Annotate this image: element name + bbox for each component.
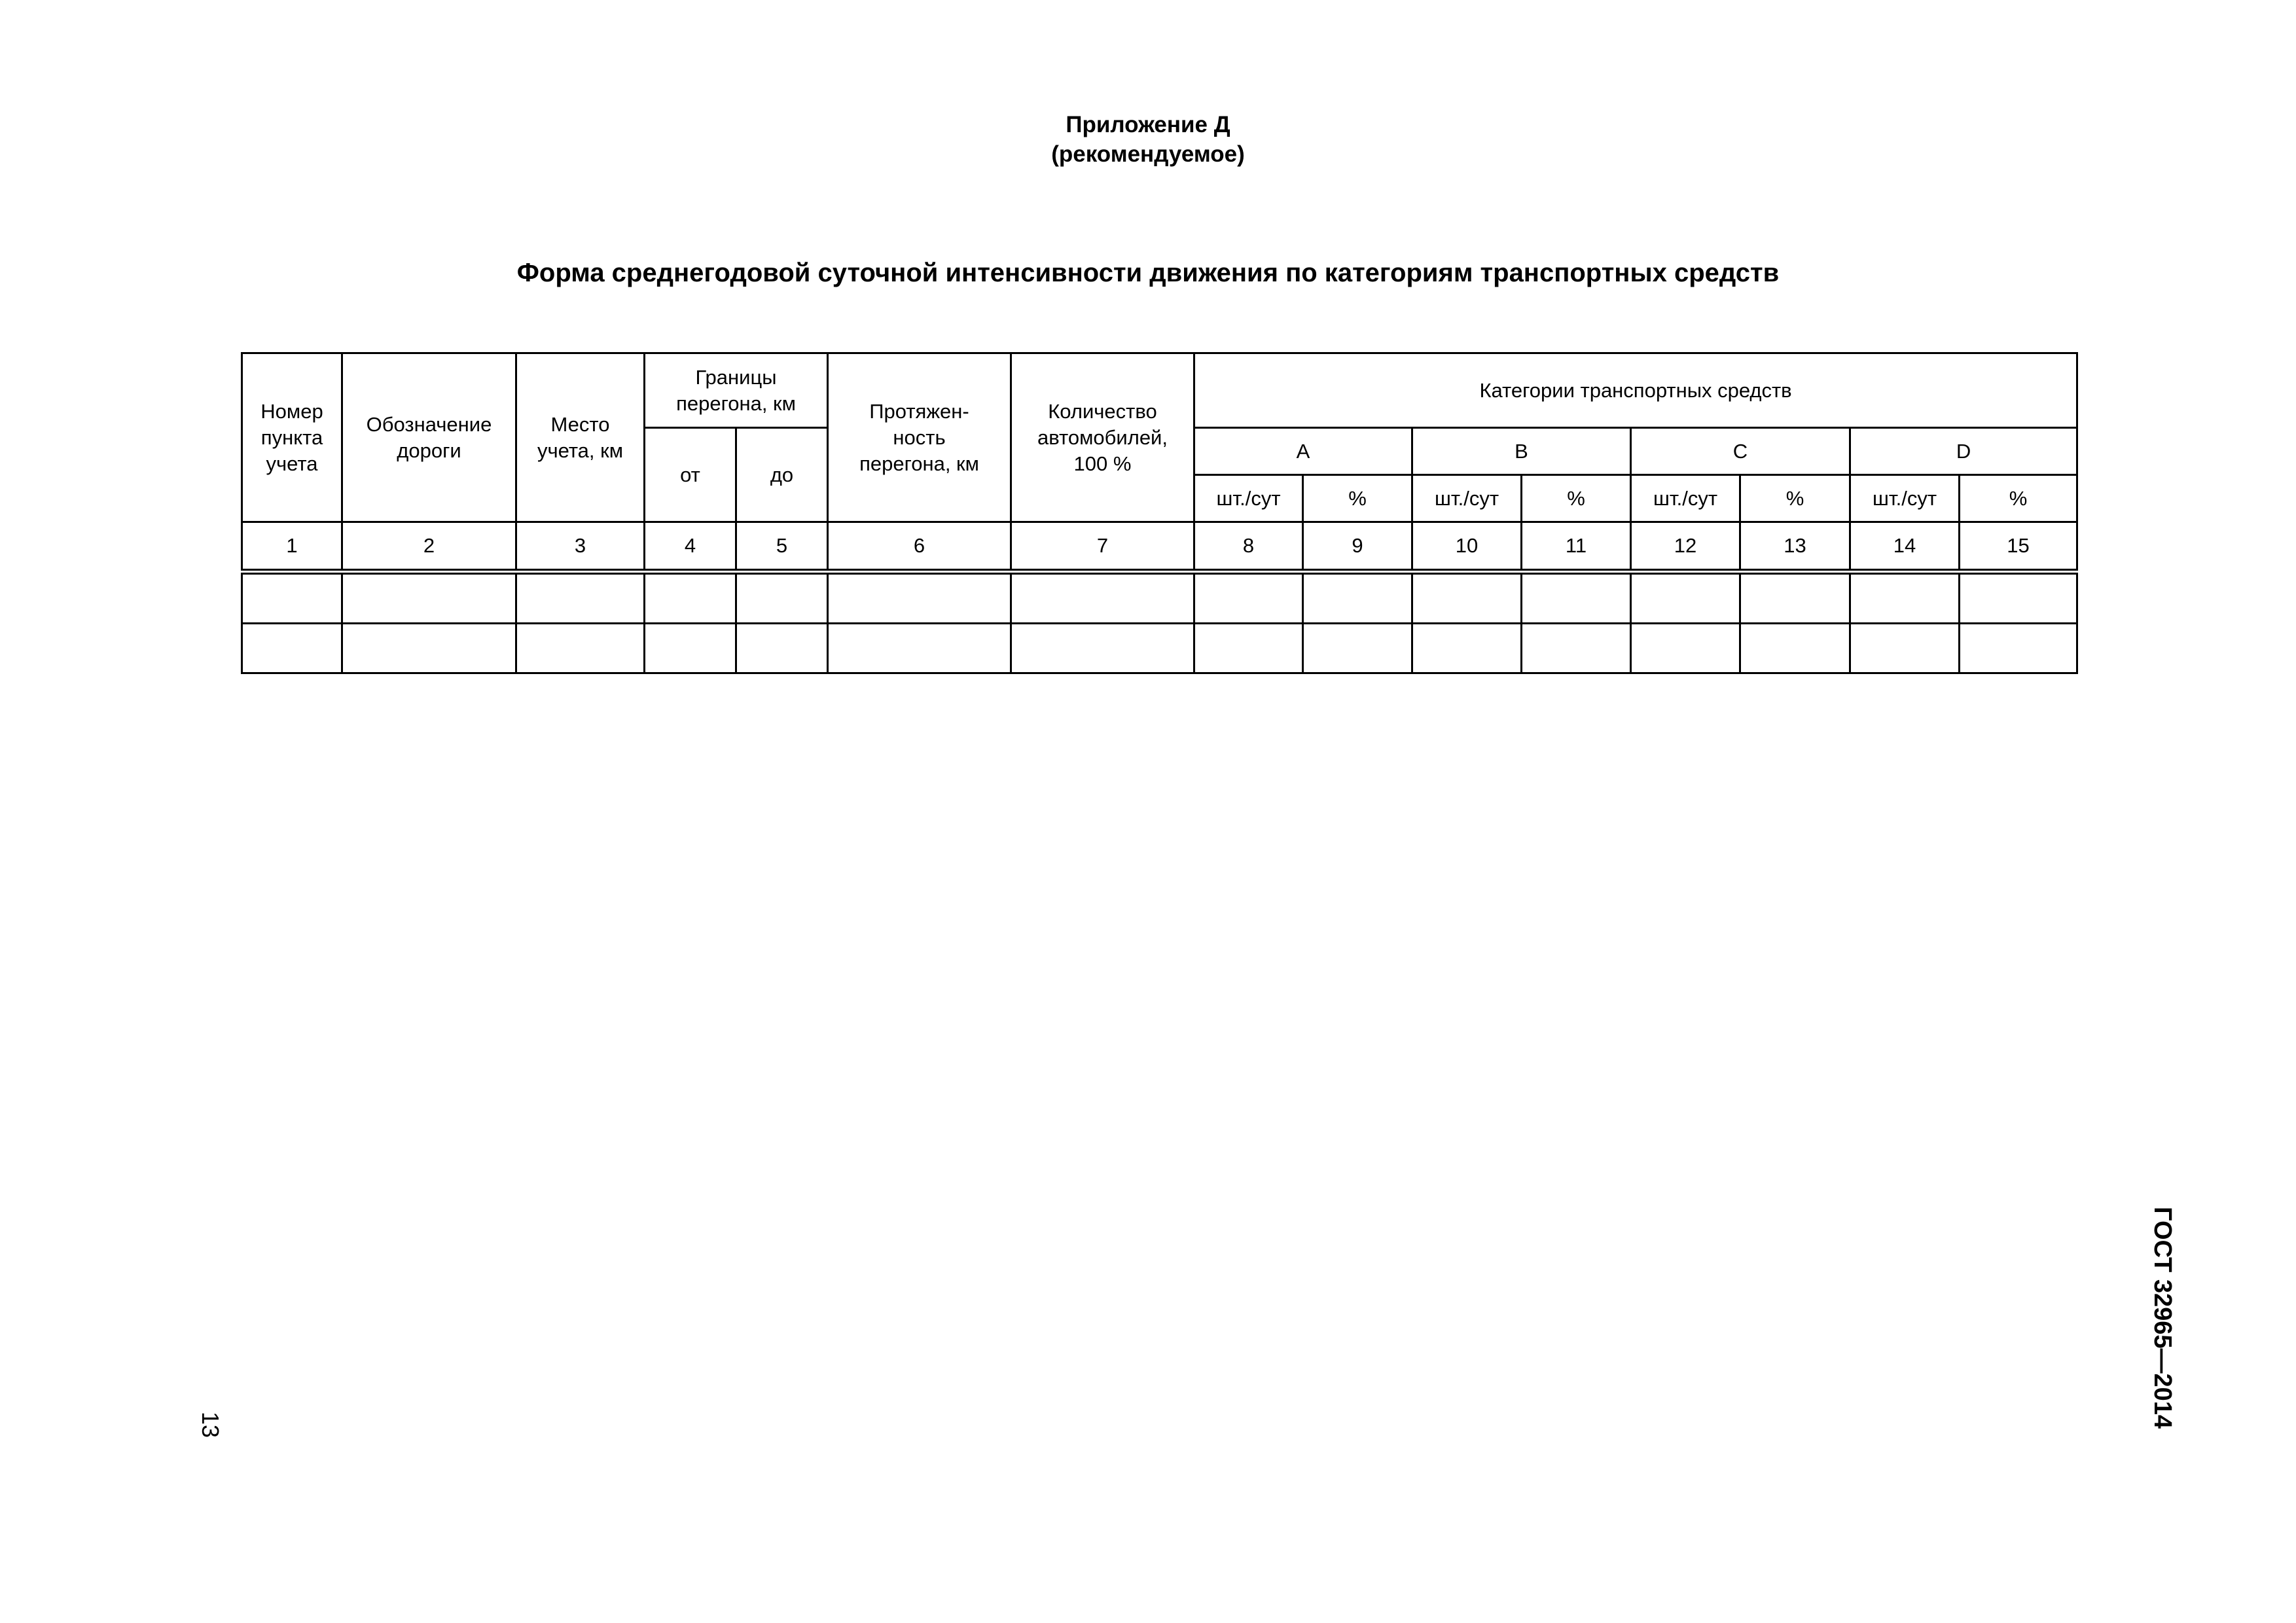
page-number-container bbox=[193, 1402, 227, 1448]
column-number: 2 bbox=[342, 522, 516, 572]
column-number: 8 bbox=[1194, 522, 1303, 572]
column-number: 11 bbox=[1522, 522, 1631, 572]
column-number: 9 bbox=[1303, 522, 1412, 572]
column-number-row bbox=[242, 522, 2077, 572]
empty-cell bbox=[242, 572, 342, 624]
empty-cell bbox=[1194, 572, 1303, 624]
appendix-subtitle: (рекомендуемое) bbox=[1051, 141, 1245, 167]
empty-cell bbox=[1303, 624, 1412, 673]
header-section-bounds: Границы перегона, км bbox=[645, 353, 828, 428]
header-unit-count: шт./сут bbox=[1850, 475, 1960, 522]
header-point-number: Номер пункта учета bbox=[242, 353, 342, 522]
empty-cell bbox=[828, 572, 1011, 624]
empty-cell bbox=[1631, 572, 1740, 624]
empty-cell bbox=[516, 572, 645, 624]
header-unit-percent: % bbox=[1740, 475, 1850, 522]
empty-cell bbox=[645, 572, 736, 624]
header-to: до bbox=[736, 428, 828, 522]
empty-cell bbox=[645, 624, 736, 673]
column-number: 12 bbox=[1631, 522, 1740, 572]
standard-code: ГОСТ 32965—2014 bbox=[2149, 1206, 2177, 1429]
header-unit-percent: % bbox=[1303, 475, 1412, 522]
header-unit-percent: % bbox=[1522, 475, 1631, 522]
column-number: 1 bbox=[242, 522, 342, 572]
header-road: Обозначение дороги bbox=[342, 353, 516, 522]
column-number: 4 bbox=[645, 522, 736, 572]
header-place: Место учета, км bbox=[516, 353, 645, 522]
table-row bbox=[242, 624, 2077, 673]
empty-cell bbox=[1850, 624, 1960, 673]
empty-cell bbox=[242, 624, 342, 673]
column-number: 7 bbox=[1011, 522, 1194, 572]
appendix-title: Приложение Д bbox=[1066, 112, 1230, 137]
empty-cell bbox=[1522, 624, 1631, 673]
header-category-c: C bbox=[1631, 428, 1850, 475]
header-unit-count: шт./сут bbox=[1631, 475, 1740, 522]
empty-cell bbox=[1960, 624, 2077, 673]
empty-cell bbox=[1194, 624, 1303, 673]
standard-code-container bbox=[2145, 1196, 2179, 1438]
header-category-b: B bbox=[1412, 428, 1631, 475]
header-unit-percent: % bbox=[1960, 475, 2077, 522]
empty-cell bbox=[1412, 572, 1522, 624]
column-number: 10 bbox=[1412, 522, 1522, 572]
column-number: 15 bbox=[1960, 522, 2077, 572]
column-number: 13 bbox=[1740, 522, 1850, 572]
empty-cell bbox=[1850, 572, 1960, 624]
empty-cell bbox=[736, 624, 828, 673]
empty-cell bbox=[1740, 572, 1850, 624]
header-from: от bbox=[645, 428, 736, 522]
column-number: 3 bbox=[516, 522, 645, 572]
empty-cell bbox=[1412, 624, 1522, 673]
header-unit-count: шт./сут bbox=[1412, 475, 1522, 522]
traffic-intensity-table bbox=[241, 352, 2078, 674]
table-row bbox=[242, 572, 2077, 624]
empty-cell bbox=[342, 624, 516, 673]
empty-cell bbox=[1960, 572, 2077, 624]
header-vehicle-count: Количество автомобилей, 100 % bbox=[1011, 353, 1194, 522]
column-number: 5 bbox=[736, 522, 828, 572]
empty-cell bbox=[1740, 624, 1850, 673]
empty-cell bbox=[342, 572, 516, 624]
header-length: Протяжен- ность перегона, км bbox=[828, 353, 1011, 522]
empty-cell bbox=[1631, 624, 1740, 673]
column-number: 6 bbox=[828, 522, 1011, 572]
header-category-a: A bbox=[1194, 428, 1412, 475]
empty-cell bbox=[1522, 572, 1631, 624]
column-number: 14 bbox=[1850, 522, 1960, 572]
form-title: Форма среднегодовой суточной интенсивности движения по категориям транспортных средств bbox=[516, 259, 1780, 287]
header-unit-count: шт./сут bbox=[1194, 475, 1303, 522]
empty-cell bbox=[1303, 572, 1412, 624]
header-categories: Категории транспортных средств bbox=[1194, 353, 2077, 428]
header-category-d: D bbox=[1850, 428, 2077, 475]
empty-cell bbox=[1011, 572, 1194, 624]
empty-cell bbox=[516, 624, 645, 673]
page-number: 13 bbox=[196, 1411, 224, 1438]
empty-cell bbox=[1011, 624, 1194, 673]
empty-cell bbox=[736, 572, 828, 624]
empty-cell bbox=[828, 624, 1011, 673]
